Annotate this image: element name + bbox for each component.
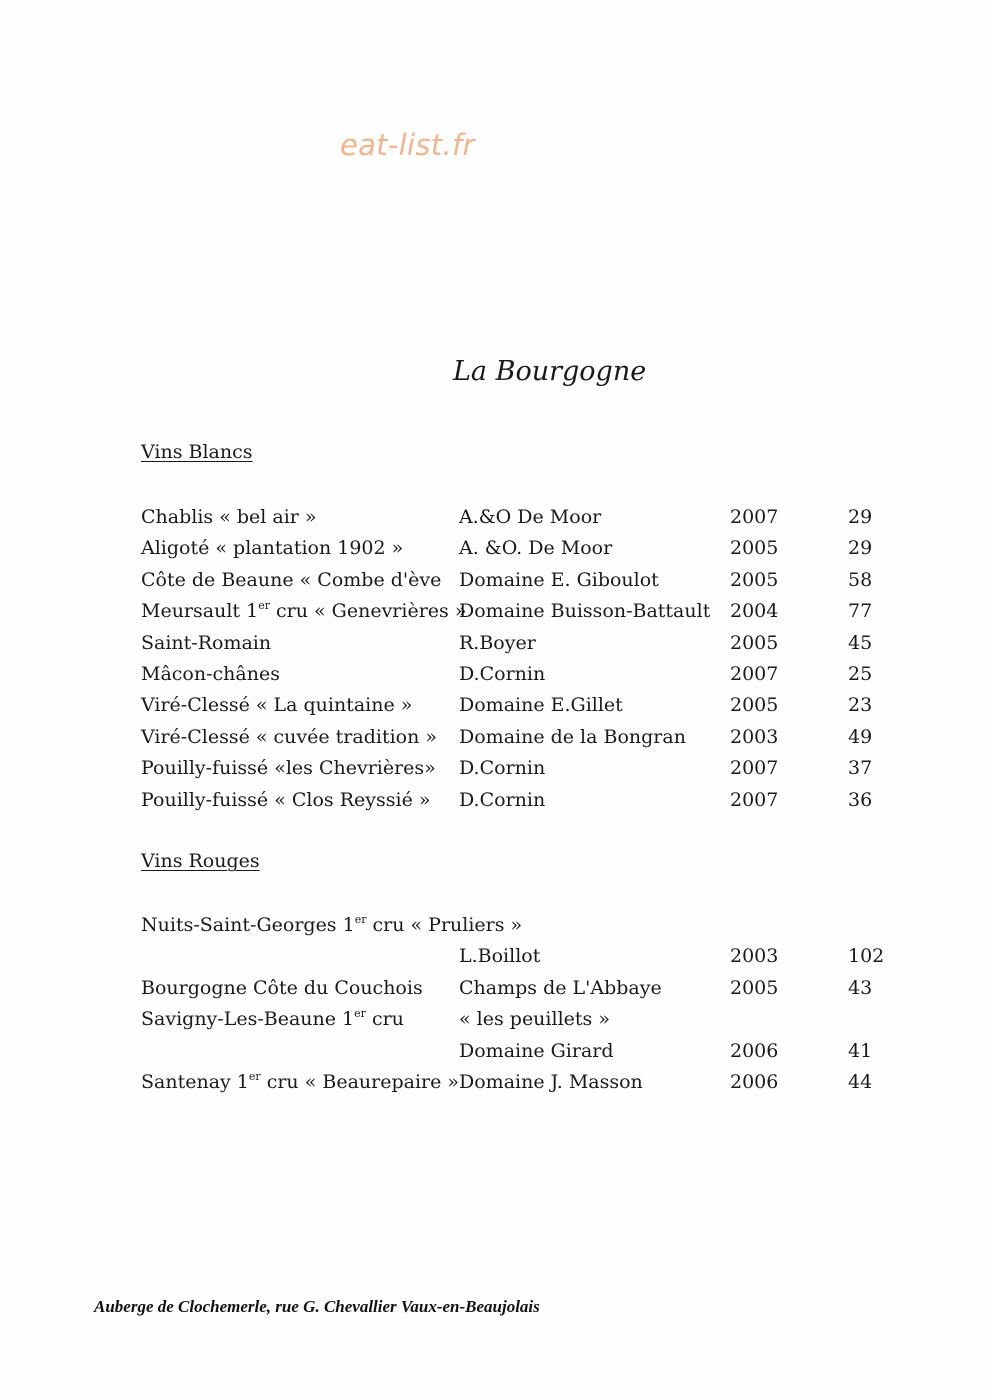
wine-name: Savigny-Les-Beaune 1er cru (141, 1007, 404, 1031)
wine-name: Pouilly-fuissé «les Chevrières» (141, 757, 436, 780)
wine-price: 23 (848, 694, 873, 717)
wine-name: Pouilly-fuissé « Clos Reyssié » (141, 788, 431, 811)
wine-name: Bourgogne Côte du Couchois (141, 976, 423, 999)
footer-address: Auberge de Clochemerle, rue G. Chevallier Vaux-en-Beaujolais (94, 1297, 540, 1316)
wine-year: 2005 (730, 537, 779, 560)
wine-producer: Domaine E. Giboulot (459, 568, 659, 591)
wine-year: 2006 (730, 1039, 779, 1062)
wine-producer: D.Cornin (459, 757, 546, 780)
wine-row (141, 536, 901, 567)
wine-row (141, 505, 901, 536)
wine-row (141, 1007, 901, 1038)
wine-producer: L.Boillot (459, 945, 541, 968)
wine-row (141, 662, 901, 693)
wine-producer: D.Cornin (459, 662, 546, 685)
wine-year: 2007 (730, 662, 779, 685)
wine-producer: A.&O De Moor (459, 506, 602, 528)
wine-price: 45 (848, 631, 873, 654)
wine-producer: Domaine de la Bongran (459, 725, 686, 748)
wine-year: 2007 (730, 757, 779, 780)
wine-price: 49 (848, 725, 873, 748)
wine-producer: Champs de L'Abbaye (459, 976, 662, 999)
wine-row (141, 913, 901, 944)
wine-row (141, 756, 901, 787)
page-title: La Bourgogne (453, 356, 647, 387)
wine-producer: Domaine E.Gillet (459, 694, 623, 717)
wine-producer: R.Boyer (459, 631, 536, 654)
wine-row (141, 788, 901, 819)
wine-name: Mâcon-chânes (141, 662, 280, 685)
wine-producer: A. &O. De Moor (459, 537, 613, 560)
wine-year: 2005 (730, 631, 779, 654)
wine-name: Viré-Clessé « cuvée tradition » (141, 725, 437, 748)
wine-price: 36 (848, 788, 873, 811)
wine-price: 43 (848, 976, 873, 999)
wine-name: Viré-Clessé « La quintaine » (141, 694, 413, 717)
wine-price: 41 (848, 1039, 873, 1062)
wine-list-blancs (141, 505, 901, 819)
wine-name: Chablis « bel air » (141, 506, 317, 528)
wine-name: Santenay 1er cru « Beaurepaire » (141, 1069, 460, 1093)
wine-producer: « les peuillets » (459, 1008, 610, 1031)
wine-row (141, 1070, 901, 1101)
wine-price: 102 (848, 945, 885, 968)
wine-year: 2007 (730, 788, 779, 811)
wine-price: 44 (848, 1070, 873, 1093)
wine-name: Aligoté « plantation 1902 » (141, 537, 404, 560)
wine-year: 2005 (730, 568, 779, 591)
wine-name: Côte de Beaune « Combe d'ève (141, 568, 442, 591)
wine-price: 25 (848, 662, 873, 685)
wine-year: 2003 (730, 725, 779, 748)
wine-year: 2006 (730, 1070, 779, 1093)
wine-row (141, 725, 901, 756)
wine-producer: D.Cornin (459, 788, 546, 811)
wine-year: 2007 (730, 506, 779, 528)
wine-year: 2003 (730, 945, 779, 968)
wine-producer: Domaine Girard (459, 1039, 614, 1062)
wine-name: Nuits-Saint-Georges 1er cru « Pruliers » (141, 913, 523, 936)
wine-row (141, 693, 901, 724)
wine-row (141, 568, 901, 599)
wine-row (141, 1039, 901, 1070)
wine-year: 2004 (730, 600, 779, 623)
section-heading-vins-blancs: Vins Blancs (141, 441, 253, 463)
wine-row (141, 599, 901, 630)
section-heading-vins-rouges: Vins Rouges (141, 850, 260, 872)
wine-row (141, 631, 901, 662)
watermark-text: eat-list.fr (340, 128, 475, 162)
wine-name: Saint-Romain (141, 631, 272, 654)
wine-producer: Domaine J. Masson (459, 1070, 643, 1093)
wine-price: 29 (848, 506, 873, 528)
wine-price: 29 (848, 537, 873, 560)
wine-row (141, 976, 901, 1007)
wine-name: Meursault 1er cru « Genevrières » (141, 599, 467, 623)
wine-producer: Domaine Buisson-Battault (459, 600, 711, 623)
wine-price: 77 (848, 600, 873, 623)
wine-price: 37 (848, 757, 873, 780)
wine-price: 58 (848, 568, 873, 591)
wine-row (141, 944, 901, 975)
wine-list-rouges (141, 913, 901, 1101)
wine-year: 2005 (730, 694, 779, 717)
wine-year: 2005 (730, 976, 779, 999)
